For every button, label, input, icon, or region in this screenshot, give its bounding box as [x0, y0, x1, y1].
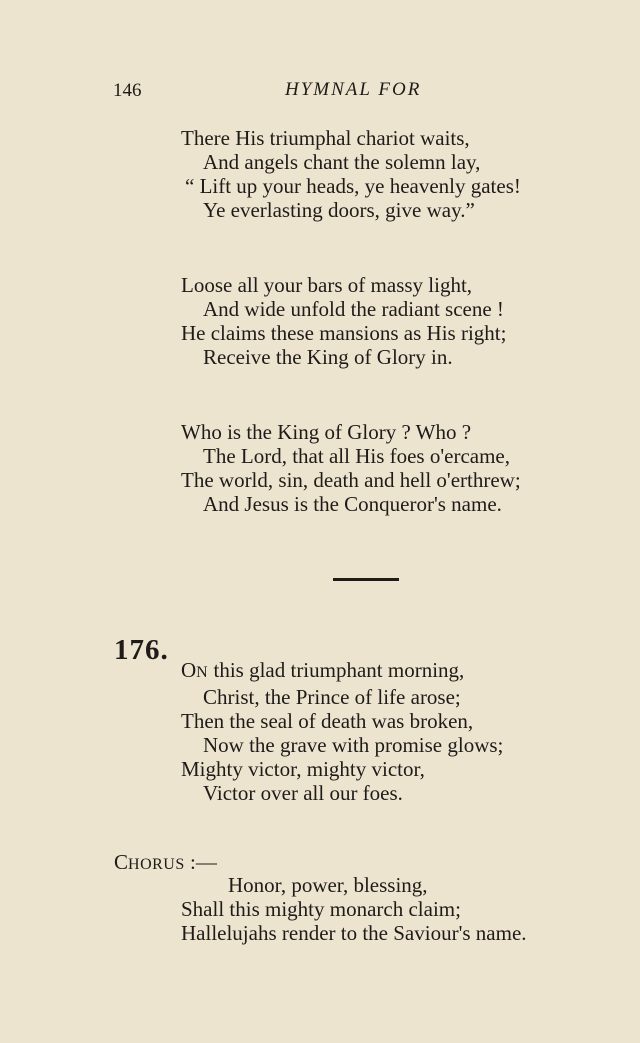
stanza-3 [181, 420, 521, 516]
verse-line: Victor over all our foes. [203, 781, 403, 805]
chorus-verse [181, 873, 527, 945]
verse-line-first [181, 658, 503, 685]
verse-line: Ye everlasting doors, give way.” [203, 198, 475, 222]
first-line-text: this glad triumphant morning, [208, 658, 465, 682]
running-head: HYMNAL FOR [285, 79, 422, 100]
stanza-2 [181, 273, 506, 369]
verse-line: “ Lift up your heads, ye heavenly gates! [185, 174, 521, 198]
verse-line: Then the seal of death was broken, [181, 709, 474, 733]
page-number: 146 [113, 80, 142, 101]
chorus-suffix: :— [184, 850, 217, 874]
verse-line: Who is the King of Glory ? Who ? [181, 420, 472, 444]
section-divider [333, 578, 399, 581]
verse-line: The Lord, that all His foes o'ercame, [203, 444, 511, 468]
verse-line: Now the grave with promise glows; [203, 733, 504, 757]
verse-line: Christ, the Prince of life arose; [203, 685, 461, 709]
chorus-initial: C [114, 850, 129, 874]
hymn-176-verse [181, 658, 503, 805]
verse-line: Shall this mighty monarch claim; [181, 897, 461, 921]
verse-line: Loose all your bars of massy light, [181, 273, 473, 297]
chorus-label [114, 850, 217, 875]
chorus-small-caps: HORUS [128, 856, 185, 873]
verse-line: Honor, power, blessing, [228, 873, 428, 897]
hymn-number: 176. [114, 634, 169, 666]
verse-line: Mighty victor, mighty victor, [181, 757, 425, 781]
verse-line: And Jesus is the Conqueror's name. [203, 492, 502, 516]
small-caps-rest: N [196, 664, 209, 681]
verse-line: Hallelujahs render to the Saviour's name. [181, 921, 527, 945]
verse-line: There His triumphal chariot waits, [181, 126, 470, 150]
stanza-1 [181, 126, 521, 222]
drop-initial: O [181, 658, 197, 682]
verse-line: The world, sin, death and hell o'erthrew; [181, 468, 521, 492]
verse-line: He claims these mansions as His right; [181, 321, 507, 345]
verse-line: And angels chant the solemn lay, [203, 150, 481, 174]
verse-line: Receive the King of Glory in. [203, 345, 453, 369]
verse-line: And wide unfold the radiant scene ! [203, 297, 504, 321]
